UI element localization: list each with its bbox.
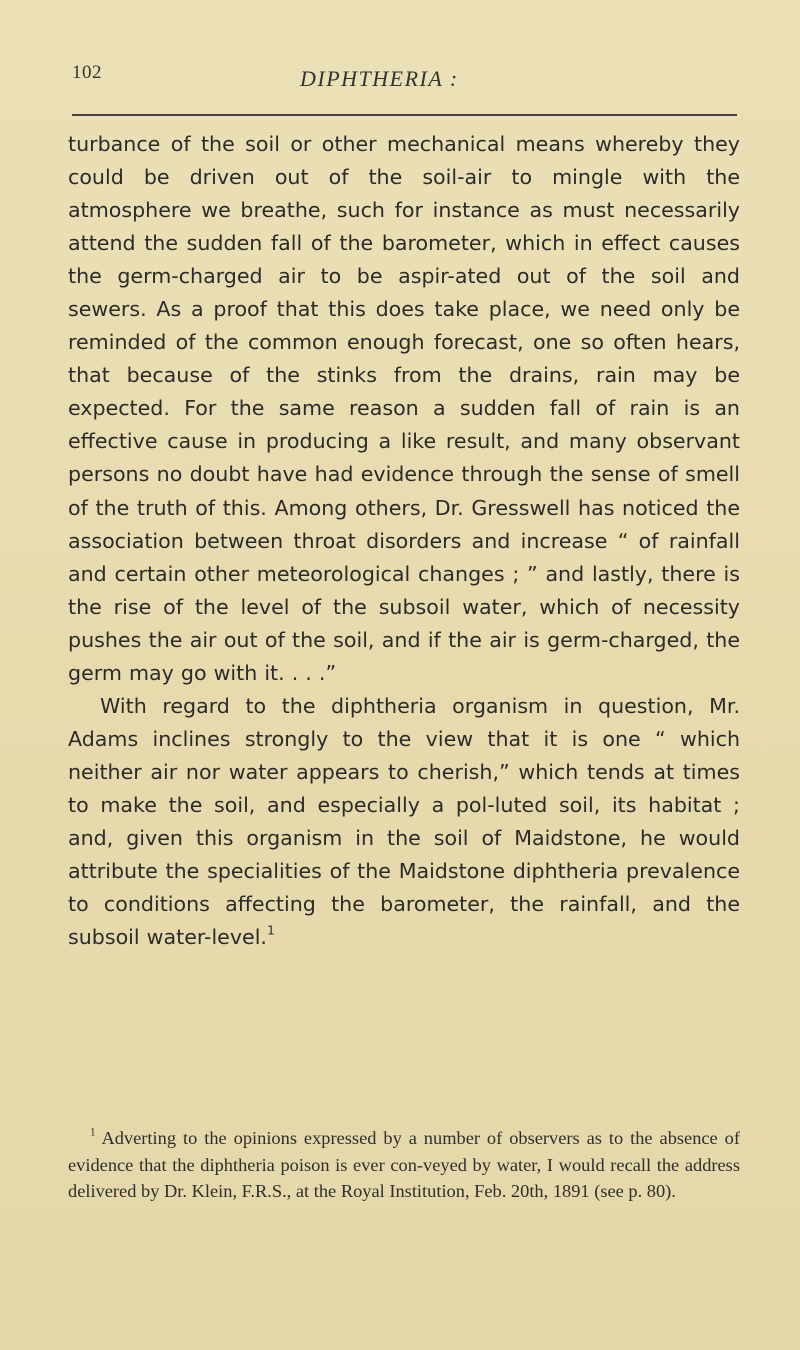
paragraph-2 [68,690,740,954]
page-number: 102 [72,62,102,83]
footnote [68,1125,740,1205]
footnote-text: Adverting to the opinions expressed by a number of observers as to the absence of evidence that the diphtheria poison is ever con-veyed by water, I would recall the address delivered by Dr. Klein, F.R.S., at the Royal Institution, Feb. 20th, 1891 (see p. 80). [68,1128,740,1201]
header-rule [72,114,737,116]
paragraph-1 [68,128,740,690]
running-head: DIPHTHERIA : [300,66,459,91]
paragraph-1-text: turbance of the soil or other mechanical means whereby they could be driven out of the soil-air to mingle with the atmosphere we breathe, such for instance as must necessarily attend the sudden fall of the barometer, which in effect causes the germ-charged air to be aspir-ated out of the soil and sewers. As a proof that this does take place, we need only be reminded of the common enough forecast, one so often hears, that because of the stinks from the drains, rain may be expected. For the same reason a sudden fall of rain is an effective cause in producing a like result, and many observant persons no doubt have had evidence through the sense of smell of the truth of this. Among others, Dr. Gresswell has noticed the association between throat disorders and increase “ of rainfall and certain other meteorological changes ; ” and lastly, there is the rise of the level of the subsoil water, which of necessity pushes the air out of the soil, and if the air is germ-charged, the germ may go with it. . . .” [68,132,740,685]
footnote-reference[interactable]: 1 [266,923,275,938]
paragraph-2-text: With regard to the diphtheria organism in question, Mr. Adams inclines strongly to the view that it is one “ which neither air nor water appears to cherish,” which tends at times to make the soil, and especially a pol-luted soil, its habitat ; and, given this organism in the soil of Maidstone, he would attribute the specialities of the Maidstone diphtheria prevalence to conditions affecting the barometer, the rainfall, and the subsoil water-level. [68,693,740,950]
footnote-marker: 1 [90,1126,96,1139]
body-text [68,128,740,954]
footnote-paragraph [68,1125,740,1205]
